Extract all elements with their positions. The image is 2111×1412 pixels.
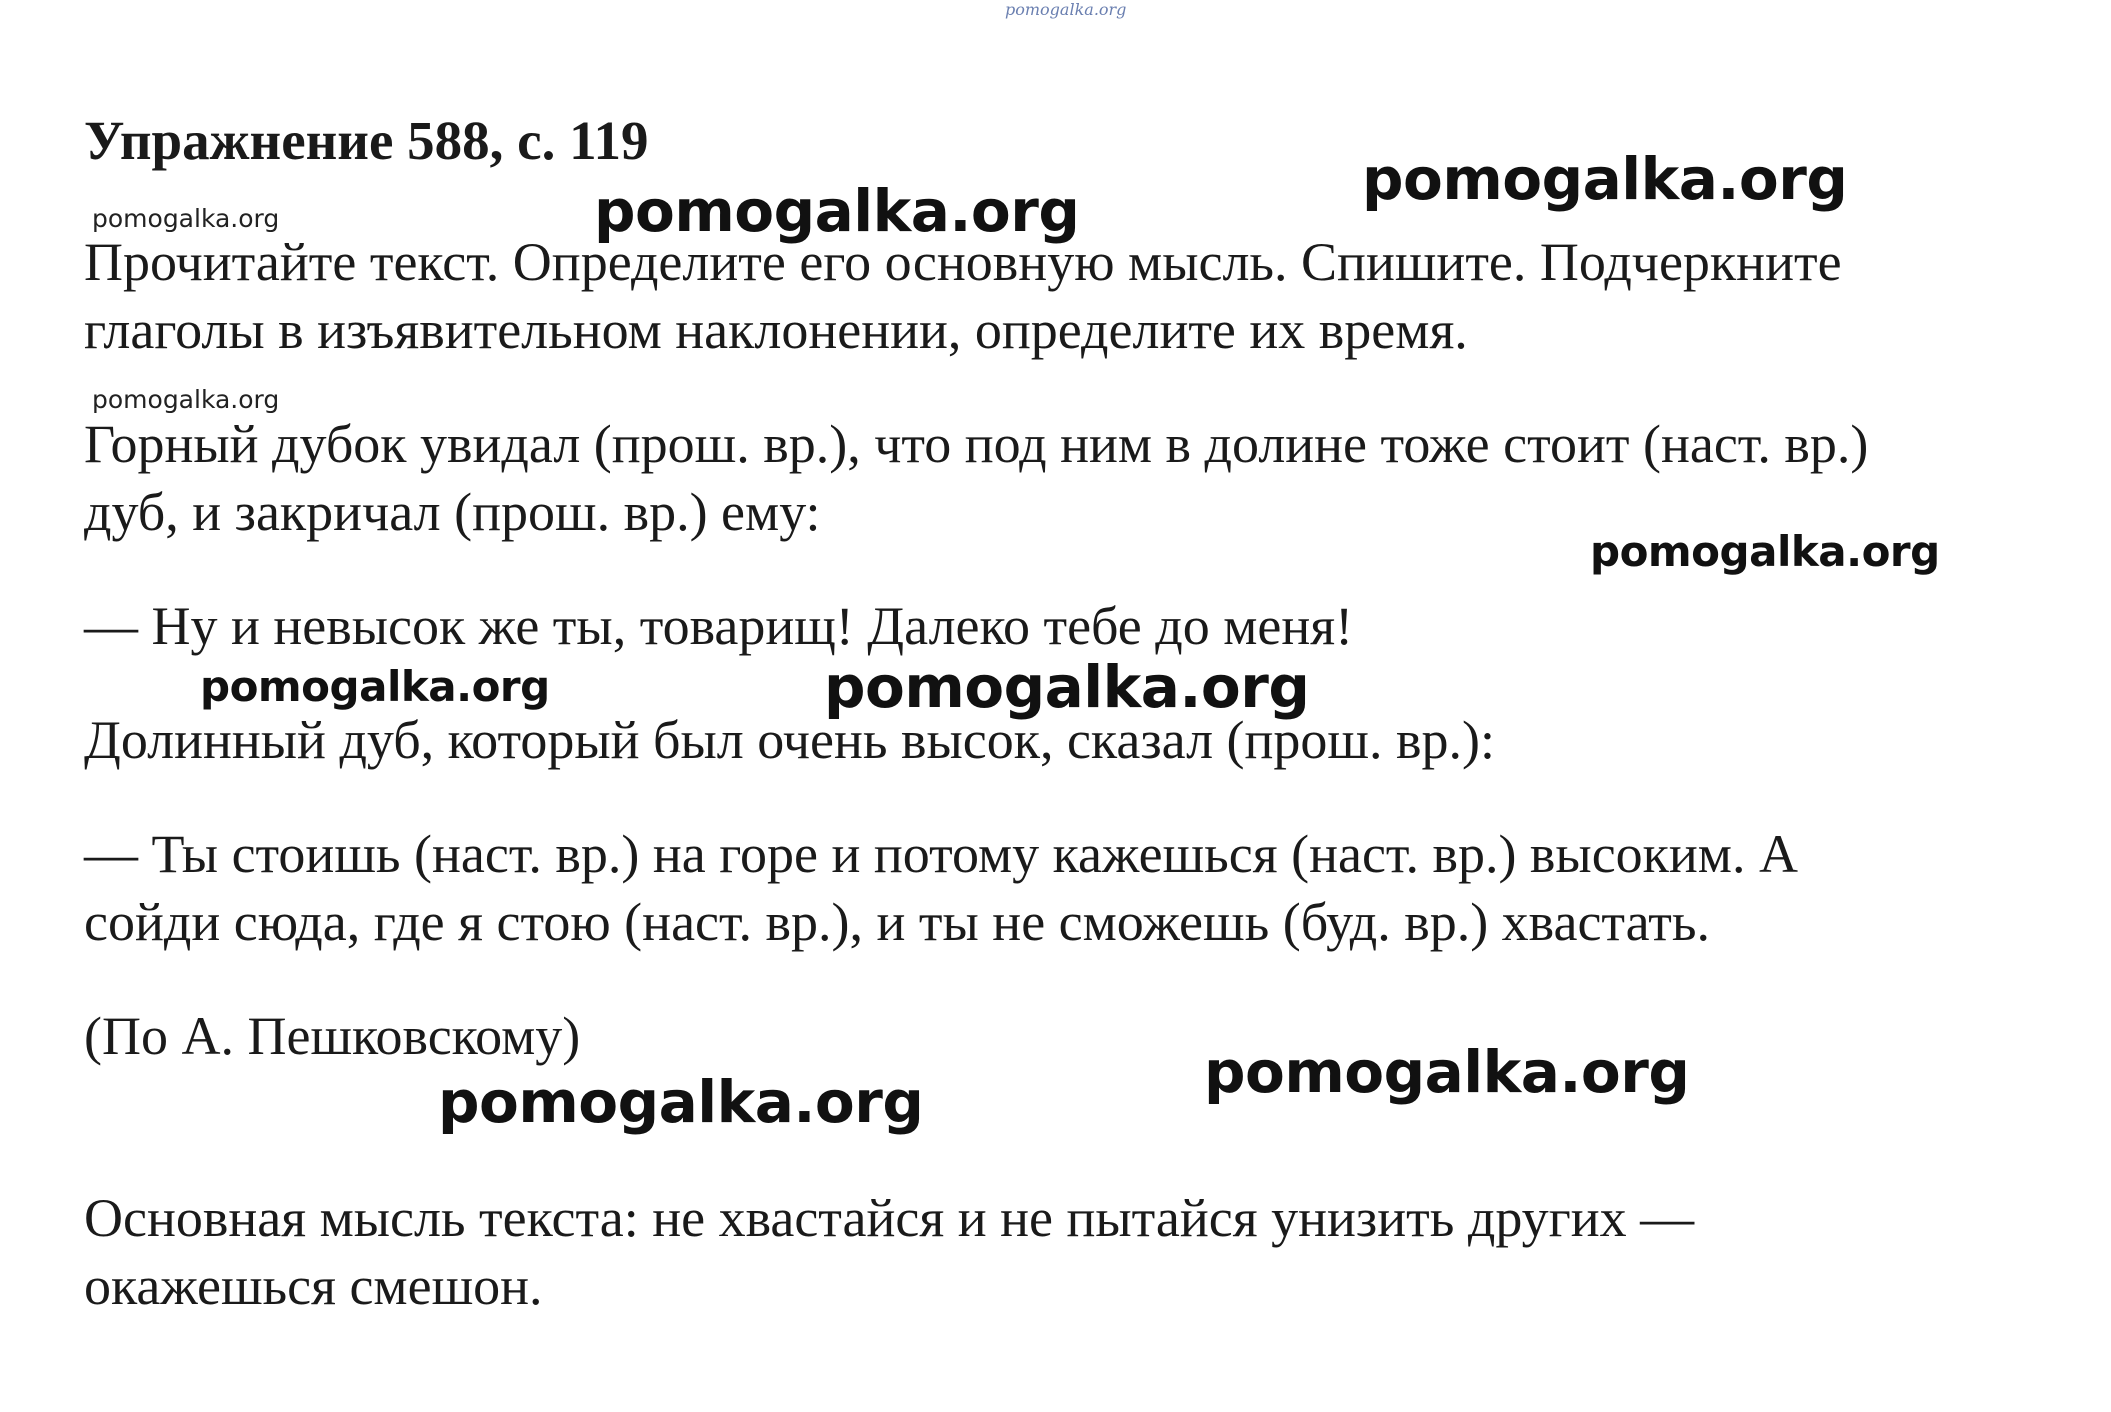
task-line-2: глаголы в изъявительном наклонении, определите их время.	[84, 300, 1468, 360]
paragraph-3-line-1: Долинный дуб, который был очень высок, сказал (прош. вр.):	[84, 710, 1495, 770]
task-paragraph	[84, 228, 1842, 364]
conclusion-paragraph	[84, 1184, 1694, 1320]
watermark-mid-center: pomogalka.org	[824, 653, 1310, 721]
watermark-mid-left: pomogalka.org	[200, 662, 550, 711]
text-paragraph-1	[84, 410, 1868, 546]
paragraph-4-line-1: — Ты стоишь (наст. вр.) на горе и потому кажешься (наст. вр.) высоким. А	[84, 824, 1798, 884]
watermark-small-1: pomogalka.org	[92, 204, 280, 233]
watermark-header-mid: pomogalka.org	[594, 177, 1080, 245]
text-paragraph-2	[84, 592, 1353, 660]
paragraph-1-line-1: Горный дубок увидал (прош. вр.), что под ним в долине тоже стоит (наст. вр.)	[84, 414, 1869, 474]
watermark-mid-right: pomogalka.org	[1590, 527, 1940, 576]
paragraph-2-line-1: — Ну и невысок же ты, товарищ! Далеко тебе до меня!	[84, 596, 1354, 656]
conclusion-line-2: окажешься смешон.	[84, 1256, 543, 1316]
text-paragraph-4	[84, 820, 1798, 956]
paragraph-4-line-2: сойди сюда, где я стою (наст. вр.), и ты не сможешь (буд. вр.) хвастать.	[84, 892, 1710, 952]
watermark-top: pomogalka.org	[1005, 0, 1127, 19]
watermark-header-right: pomogalka.org	[1362, 145, 1848, 213]
task-line-1: Прочитайте текст. Определите его основную мысль. Спишите. Подчеркните	[84, 232, 1842, 292]
paragraph-1-line-2: дуб, и закричал (прош. вр.) ему:	[84, 482, 821, 542]
exercise-title: Упражнение 588, с. 119	[84, 110, 649, 171]
text-source	[84, 1002, 580, 1070]
watermark-bottom-right: pomogalka.org	[1204, 1038, 1690, 1106]
source-line: (По А. Пешковскому)	[84, 1006, 581, 1066]
conclusion-line-1: Основная мысль текста: не хвастайся и не пытайся унизить других —	[84, 1188, 1695, 1248]
watermark-small-2: pomogalka.org	[92, 385, 280, 414]
watermark-bottom-left: pomogalka.org	[438, 1068, 924, 1136]
